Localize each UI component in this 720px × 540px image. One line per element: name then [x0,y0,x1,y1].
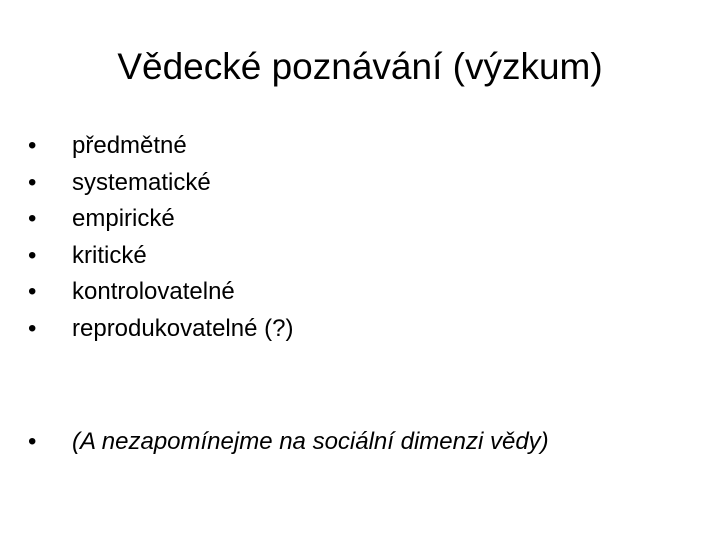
list-item-text: systematické [72,168,211,196]
bullet-list [28,128,293,347]
list-item-text: reprodukovatelné (?) [72,314,294,342]
list-item [28,274,293,311]
list-item [28,311,293,348]
list-item-text: kontrolovatelné [72,278,235,305]
list-item [28,238,293,275]
bullet-icon: • [28,205,37,232]
bullet-icon: • [28,278,37,305]
bullet-icon: • [28,314,37,342]
list-item [28,201,293,238]
note-list [28,424,549,460]
bullet-icon: • [28,241,37,269]
bullet-icon: • [28,168,37,196]
note-text: (A nezapomínejme na sociální dimenzi vědy) [72,428,549,455]
list-item-text: kritické [72,241,147,269]
note-item [28,424,549,460]
slide-title: Vědecké poznávání (výzkum) [117,46,603,87]
list-item [28,128,293,165]
bullet-icon: • [28,428,37,455]
list-item [28,165,293,202]
list-item-text: předmětné [72,132,187,159]
bullet-icon: • [28,132,37,159]
list-item-text: empirické [72,205,175,232]
